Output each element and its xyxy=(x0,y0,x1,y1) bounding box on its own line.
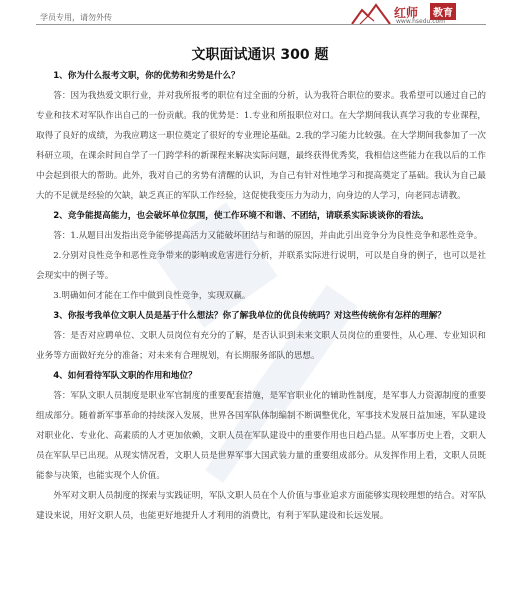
answer-paragraph: 答：因为我热爱文职行业，并对我所报考的职位有过全面的分析，认为我符合职位的要求。我希望可以通过自己的专业和技术对军队作出自己的一份贡献。我的优势是：1.专业和所报职位对口。在大学期间我认真学习我的专业课程，取得了良好的成绩，为我应聘这一职位奠定了很好的专业理论基础。2.我的学习能力比较强。在大学期间我参加了一次科研立项，在课余时间自学了一门跨学科的新课程来解决实际问题，最终获得优秀奖，我相信这些能力在我以后的工作中会起到很大的帮助。此外，我对自己的劣势有清醒的认识，为自己有针对性地学习和提高奠定了基础。我认为自己最大的不足就是经验的欠缺，缺乏真正的军队工作经验，这促使我变压力为动力，向身边的人学习，向老同志请教。 xyxy=(36,91,486,201)
answer-paragraph: 答：1.从题目出发指出竞争能够提高活力又能破坏团结与和谐的原因，并由此引出竞争分为良性竞争和恶性竞争。 xyxy=(53,231,483,241)
brand-name: 红师 xyxy=(394,6,419,20)
answer-paragraph: 答：军队文职人员制度是职业军官制度的重要配套措施，是军官职业化的辅助性制度，是军事人力资源制度的重要组成部分。随着新军事革命的持续深入发展，世界各国军队体制编制不断调整优化，军事技术发展日益加速，军队建设对职业化、专业化、高素质的人才更加依赖，文职人员在军队建设中的重要作用也日趋凸显。从军事历史上看，文职人员在军队早已出现。从现实情况看，文职人员是世界军事大国武装力量的重要组成部分。从发挥作用上看，文职人员既能参与决策，也能实现个人价值。 xyxy=(36,391,486,481)
document-body xyxy=(36,66,486,526)
question-heading: 1、你为什么报考文职，你的优势和劣势是什么？ xyxy=(53,71,240,81)
brand-tag: 教育 xyxy=(430,3,456,20)
question-heading: 3、你报考我单位文职人员是基于什么想法？你了解我单位的优良传统吗？对这些传统你有怎样的理解？ xyxy=(53,311,446,321)
mountain-logo-icon xyxy=(350,2,392,26)
brand-logo xyxy=(350,2,490,26)
answer-paragraph: 答：是否对应聘单位、文职人员岗位有充分的了解，是否认识到未来文职人员岗位的重要性，从心理、专业知识和业务等方面做好充分的准备；对未来有合理规划，有长期服务部队的思想。 xyxy=(36,331,486,361)
question-heading: 2、竞争能提高能力，也会破坏单位氛围，使工作环境不和谐、不团结，请联系实际谈谈你的看法。 xyxy=(53,211,429,221)
answer-paragraph: 外军对文职人员制度的探索与实践证明，军队文职人员在个人价值与事业追求方面能够实现较理想的结合。对军队建设来说，用好文职人员，也能更好地提升人才利用的消费比，有利于军队建设和长远发展。 xyxy=(36,491,486,521)
page-header xyxy=(0,0,520,30)
header-divider xyxy=(36,24,486,25)
notice-text: 学员专用，请勿外传 xyxy=(40,13,112,22)
document-title: 文职面试通识 300 题 xyxy=(191,47,329,63)
brand-url: www.hsedu.com xyxy=(396,18,446,25)
answer-paragraph: 3.明确如何才能在工作中做到良性竞争，实现双赢。 xyxy=(53,291,251,301)
answer-paragraph: 2.分别对良性竞争和恶性竞争带来的影响或危害进行分析，并联系实际进行说明，可以是自身的例子，也可以是社会现实中的例子等。 xyxy=(36,251,486,281)
question-heading: 4、如何看待军队文职的作用和地位？ xyxy=(53,371,197,381)
